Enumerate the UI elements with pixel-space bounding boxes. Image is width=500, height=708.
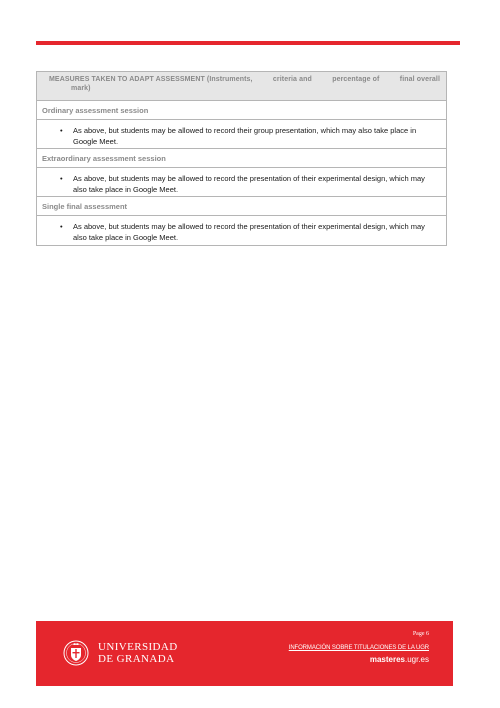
university-name	[98, 641, 178, 665]
bullet-icon: •	[60, 174, 63, 183]
site-rest: .ugr.es	[404, 655, 429, 664]
section-title-single-final: Single final assessment	[37, 197, 446, 216]
university-name-line-1: UNIVERSIDAD	[98, 641, 178, 653]
info-titulaciones-link[interactable]: INFORMACIÓN SOBRE TITULACIONES DE LA UGR	[288, 645, 429, 651]
header-col-4: final overall	[399, 76, 440, 83]
section-bullet-text: As above, but students may be allowed to record their group presentation, which may also take place in Google Meet.	[73, 126, 417, 146]
bullet-icon: •	[60, 222, 63, 231]
page-number: Page 6	[412, 631, 429, 637]
section-content-single-final	[37, 216, 446, 245]
section-content-extraordinary	[37, 168, 446, 197]
section-bullet-text: As above, but students may be allowed to record the presentation of their experimental design, which may also take place in Google Meet.	[73, 222, 425, 242]
section-content-ordinary	[37, 120, 446, 149]
top-red-rule	[36, 41, 460, 45]
section-title-extraordinary: Extraordinary assessment session	[37, 149, 446, 168]
university-name-line-2: DE GRANADA	[98, 653, 175, 665]
header-line-1	[49, 76, 440, 83]
header-col-1: MEASURES TAKEN TO ADAPT ASSESSMENT (Instruments,	[49, 76, 253, 83]
bullet-icon: •	[60, 126, 63, 135]
site-bold: masteres	[369, 655, 405, 664]
header-col-3: percentage of	[332, 76, 380, 83]
page-footer	[36, 621, 453, 686]
header-line-2: mark)	[71, 85, 91, 92]
assessment-table	[36, 71, 447, 246]
site-link[interactable]	[370, 655, 429, 664]
table-header	[37, 72, 446, 101]
header-col-2: criteria and	[272, 76, 312, 83]
section-title-ordinary: Ordinary assessment session	[37, 101, 446, 120]
section-bullet-text: As above, but students may be allowed to record the presentation of their experimental design, which may also take place in Google Meet.	[73, 174, 425, 194]
university-seal-icon	[62, 637, 90, 669]
